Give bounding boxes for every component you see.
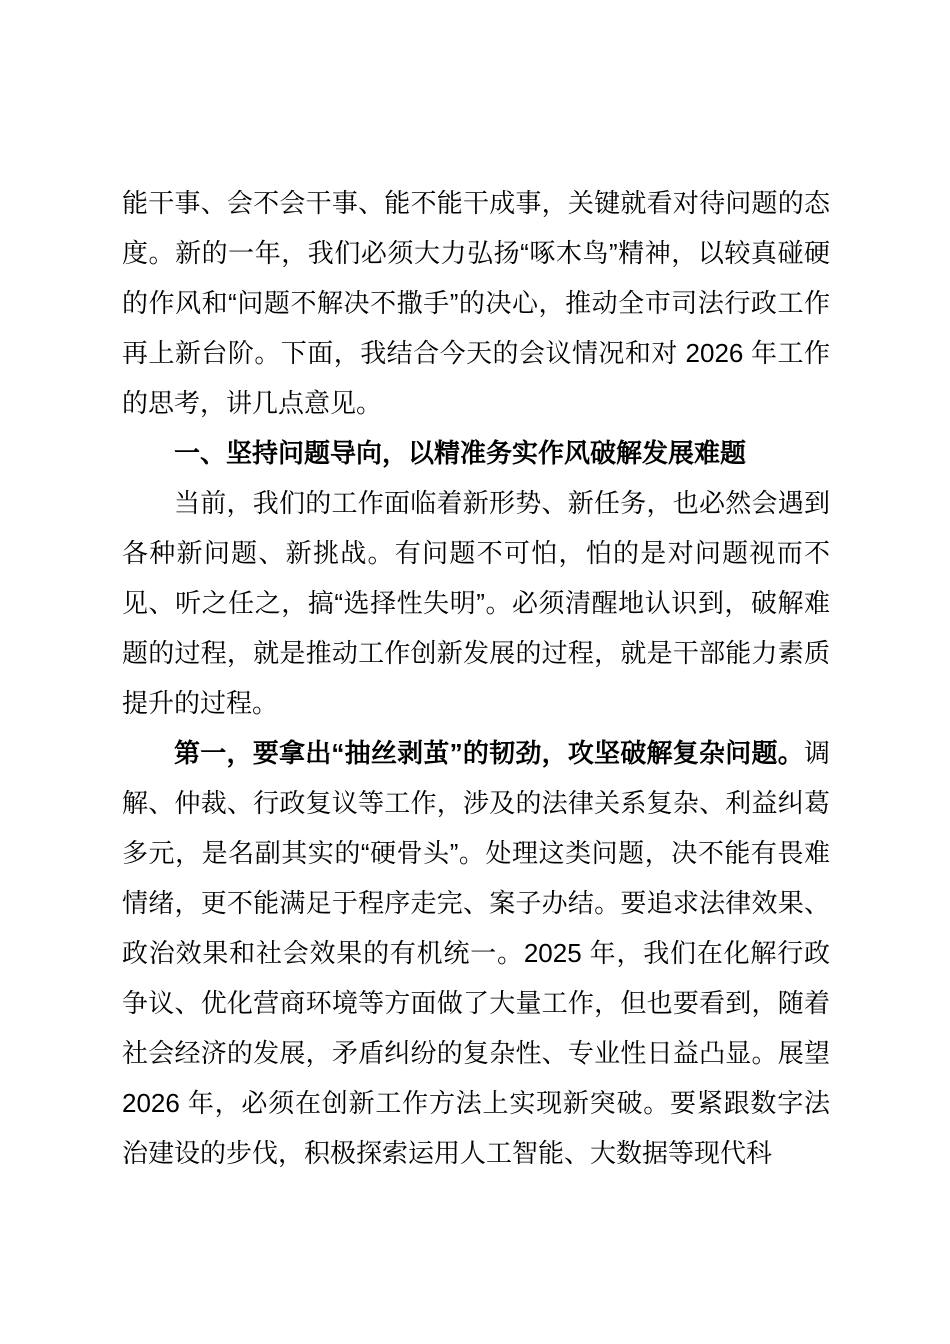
section-heading-1: 一、坚持问题导向，以精准务实作风破解发展难题 xyxy=(174,438,747,468)
paragraph-intro: 能干事、会不会干事、能不能干成事，关键就看对待问题的态度。新的一年，我们必须大力弘扬“啄木鸟”精神，以较真碰硬的作风和“问题不解决不撒手”的决心，推动全市司法行政工作再上新台阶。下面，我结合今天的会议情况和对 2026 年工作的思考，讲几点意见。 xyxy=(122,188,830,418)
paragraph-point-1 xyxy=(122,728,830,1178)
document-body xyxy=(122,178,830,1178)
paragraph-point-1-lead: 第一，要拿出“抽丝剥茧”的韧劲，攻坚破解复杂问题。 xyxy=(174,738,804,768)
paragraph-overview: 当前，我们的工作面临着新形势、新任务，也必然会遇到各种新问题、新挑战。有问题不可怕，怕的是对问题视而不见、听之任之，搞“选择性失明”。必须清醒地认识到，破解难题的过程，就是推动工作创新发展的过程，就是干部能力素质提升的过程。 xyxy=(122,488,830,718)
paragraph-point-1-text: 调解、仲裁、行政复议等工作，涉及的法律关系复杂、利益纠葛多元，是名副其实的“硬骨头”。处理这类问题，决不能有畏难情绪，更不能满足于程序走完、案子办结。要追求法律效果、政治效果和社会效果的有机统一。2025 年，我们在化解行政争议、优化营商环境等方面做了大量工作，但也要看到，随着社会经济的发展，矛盾纠纷的复杂性、专业性日益凸显。展望 2026 年，必须在创新工作方法上实现新突破。要紧跟数字法治建设的步伐，积极探索运用人工智能、大数据等现代科 xyxy=(122,738,830,1168)
